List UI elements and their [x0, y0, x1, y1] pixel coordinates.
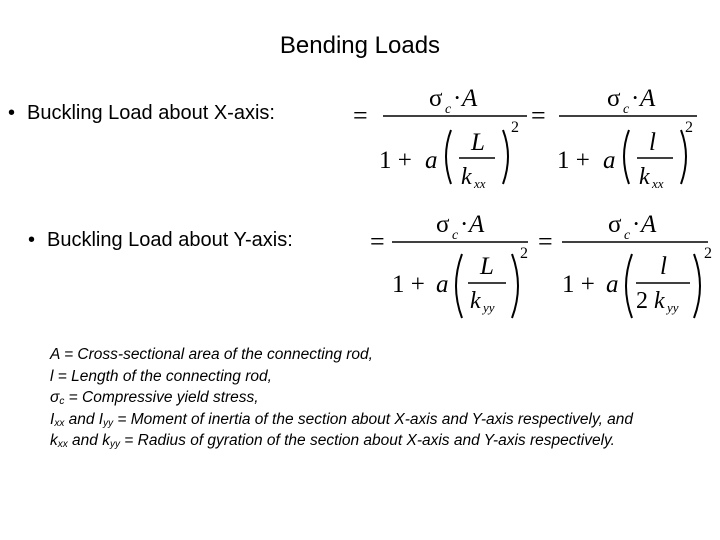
- gyration-subscript-y: yy: [109, 439, 120, 450]
- bullet-label-y: Buckling Load about Y-axis:: [47, 229, 293, 251]
- definition-radius-of-gyration: [50, 430, 650, 452]
- definitions-block: [50, 344, 650, 452]
- inner-bottom-sub: xx: [474, 176, 486, 191]
- inner-top-l: l: [660, 253, 667, 280]
- inner-bottom-sub: yy: [667, 300, 679, 315]
- denominator-a: a: [603, 147, 616, 174]
- inner-top-l: l: [649, 129, 656, 156]
- bullet-dot: •: [8, 102, 16, 124]
- bullet-y-axis: [28, 229, 293, 252]
- right-paren: [681, 130, 686, 184]
- left-paren: [624, 130, 629, 184]
- inner-top-L: L: [480, 253, 494, 280]
- denominator-one-plus: 1 +: [392, 271, 425, 298]
- numerator-sigma: σ: [429, 85, 443, 112]
- left-paren: [456, 254, 462, 318]
- exponent-2: 2: [704, 245, 712, 262]
- numerator-sub-c: c: [445, 102, 452, 117]
- gyration-subscript-x: xx: [57, 439, 68, 450]
- inertia-subscript-x: xx: [54, 417, 65, 429]
- sigma-symbol: σ: [50, 389, 60, 406]
- gyration-and-text: and k: [67, 432, 110, 449]
- inner-bottom-k: k: [654, 288, 665, 314]
- equals-sign: =: [370, 227, 385, 256]
- numerator-A: A: [462, 85, 478, 112]
- denominator-one-plus: 1 +: [379, 147, 412, 174]
- bullet-x-axis: [8, 102, 275, 125]
- numerator-A: A: [640, 85, 656, 112]
- right-paren: [512, 254, 518, 318]
- bullet-label-x: Buckling Load about X-axis:: [27, 102, 275, 124]
- denominator-a: a: [436, 271, 449, 298]
- inner-bottom-sub: xx: [652, 176, 664, 191]
- numerator-sub-c: c: [452, 228, 459, 243]
- numerator-sub-c: c: [624, 228, 631, 243]
- denominator-a: a: [425, 147, 438, 174]
- inertia-text: = Moment of inertia of the section about X-axis and Y-axis respectively, and: [113, 410, 634, 428]
- bullet-dot: •: [28, 229, 36, 251]
- numerator-dot: ·: [632, 211, 641, 238]
- equals-sign: =: [531, 101, 546, 130]
- left-paren: [446, 130, 451, 184]
- numerator-A: A: [641, 211, 657, 238]
- right-paren: [694, 254, 700, 318]
- right-paren: [503, 130, 508, 184]
- definition-area: A = Cross-sectional area of the connecting rod,: [50, 346, 373, 363]
- definition-moment-of-inertia: [50, 409, 650, 431]
- inner-bottom-k: k: [470, 288, 481, 314]
- formula-y-axis: [364, 208, 720, 330]
- sigma-subscript: c: [59, 396, 65, 407]
- formula-x-axis: [345, 80, 705, 191]
- exponent-2: 2: [511, 119, 519, 136]
- numerator-sigma: σ: [608, 211, 622, 238]
- denominator-one-plus: 1 +: [562, 271, 595, 298]
- slide-title: Bending Loads: [279, 32, 441, 59]
- gyration-symbol-x: k: [50, 432, 58, 449]
- numerator-sigma: σ: [436, 211, 450, 238]
- definition-yield-stress: [50, 387, 650, 409]
- equals-sign: =: [538, 227, 553, 256]
- yield-stress-text: = Compressive yield stress,: [64, 389, 259, 406]
- left-paren: [626, 254, 632, 318]
- inertia-and-text: and I: [64, 410, 104, 428]
- inertia-subscript-y: yy: [103, 417, 114, 429]
- gyration-text: = Radius of gyration of the section about X-axis and Y-axis respectively.: [119, 432, 615, 449]
- numerator-A: A: [469, 211, 485, 238]
- numerator-dot: ·: [631, 85, 640, 112]
- inner-bottom-k: k: [461, 164, 472, 190]
- inner-bottom-sub: yy: [483, 300, 495, 315]
- exponent-2: 2: [685, 119, 693, 136]
- numerator-dot: ·: [460, 211, 469, 238]
- equals-sign: =: [353, 101, 368, 130]
- numerator-sub-c: c: [623, 102, 630, 117]
- exponent-2: 2: [520, 245, 528, 262]
- inertia-symbol-x: I: [50, 410, 55, 428]
- inner-top-L: L: [471, 129, 485, 156]
- definition-length: l = Length of the connecting rod,: [50, 367, 272, 385]
- denominator-a: a: [606, 271, 619, 298]
- inner-bottom-coef: 2: [636, 288, 648, 314]
- numerator-sigma: σ: [607, 85, 621, 112]
- denominator-one-plus: 1 +: [557, 147, 590, 174]
- numerator-dot: ·: [453, 85, 462, 112]
- inner-bottom-k: k: [639, 164, 650, 190]
